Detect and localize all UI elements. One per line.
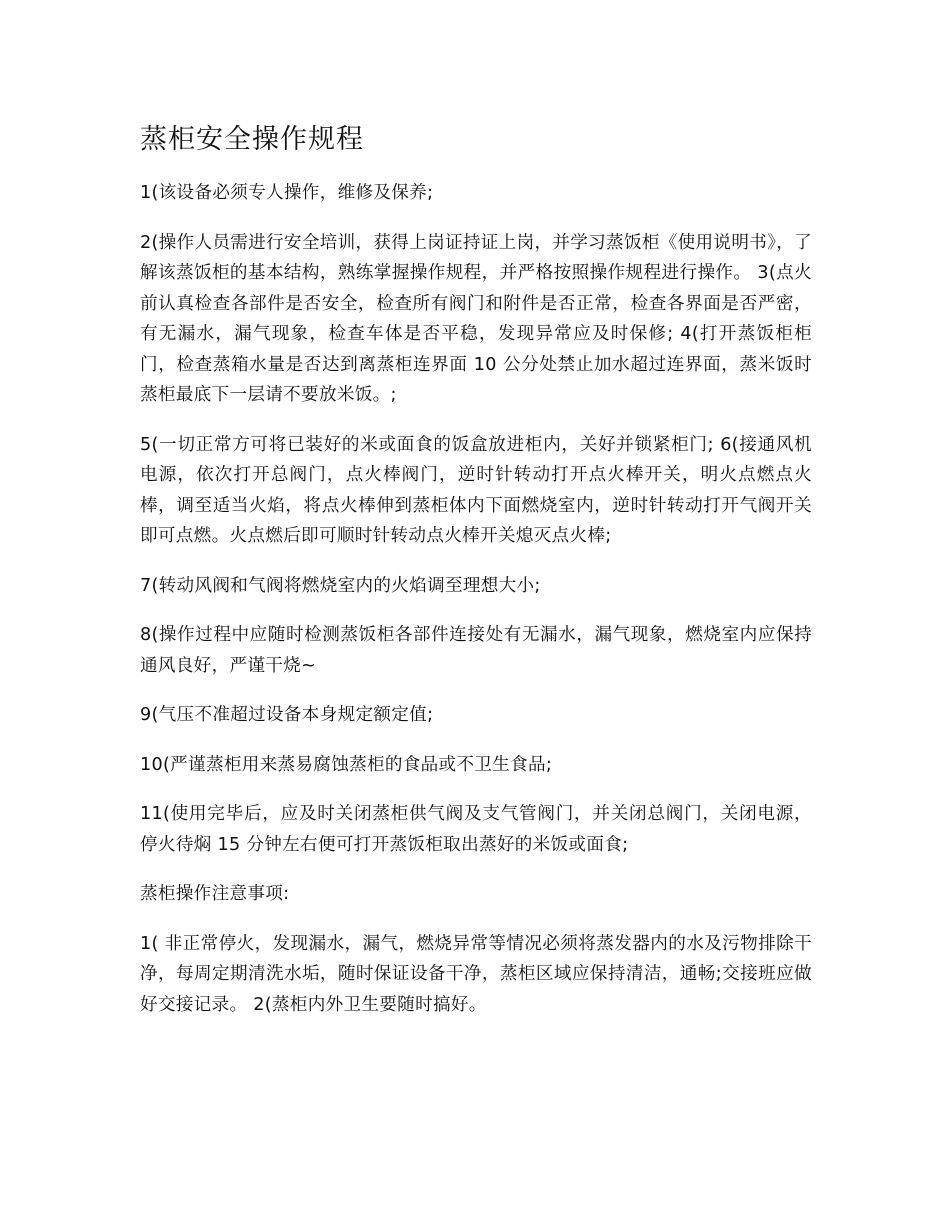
paragraph-6: 9(气压不准超过设备本身规定额定值; [140,705,434,725]
paragraph-5: 8(操作过程中应随时检测蒸饭柜各部件连接处有无漏水，漏气现象，燃烧室内应保持通风良好，严谨干烧~ [140,625,812,676]
paragraph-8: 11(使用完毕后，应及时关闭蒸柜供气阀及支气管阀门，并关闭总阀门，关闭电源，停火待焖 15 分钟左右便可打开蒸饭柜取出蒸好的米饭或面食; [140,804,812,855]
paragraph-2: 2(操作人员需进行安全培训，获得上岗证持证上岗，并学习蒸饭柜《使用说明书》，了解该蒸饭柜的基本结构，熟练掌握操作规程，并严格按照操作规程进行操作。 3(点火前认真检查各部件是否安全，检查所有阀门和附件是否正常，检查各界面是否严密，有无漏水，漏气现象，检查车体是否平稳，发现异常应及时保修; 4(打开蒸饭柜柜门，检查蒸箱水量是否达到离蒸柜连界面 10 公分处禁止加水超过连界面，蒸米饭时蒸柜最底下一层请不要放米饭。; [140,232,812,405]
paragraph-1: 1(该设备必须专人操作，维修及保养; [140,183,434,203]
paragraph-4: 7(转动风阀和气阀将燃烧室内的火焰调至理想大小; [140,575,541,596]
section-heading: 蒸柜操作注意事项: [140,884,290,904]
document-page [140,118,812,1039]
paragraph-3: 5(一切正常方可将已装好的米或面食的饭盒放进柜内，关好并锁紧柜门; 6(接通风机电源，依次打开总阀门，点火棒阀门，逆时针转动打开点火棒开关，明火点燃点火棒，调至适当火焰，将点火棒伸到蒸柜体内下面燃烧室内，逆时针转动打开气阀开关即可点燃。火点燃后即可顺时针转动点火棒开关熄灭点火棒; [140,434,812,546]
document-title: 蒸柜安全操作规程 [140,124,364,155]
paragraph-9: 1( 非正常停火，发现漏水，漏气，燃烧异常等情况必须将蒸发器内的水及污物排除干净，每周定期清洗水垢，随时保证设备干净，蒸柜区域应保持清洁，通畅;交接班应做好交接记录。 2(蒸柜内外卫生要随时搞好。 [140,933,812,1015]
paragraph-7: 10(严谨蒸柜用来蒸易腐蚀蒸柜的食品或不卫生食品; [140,754,553,775]
